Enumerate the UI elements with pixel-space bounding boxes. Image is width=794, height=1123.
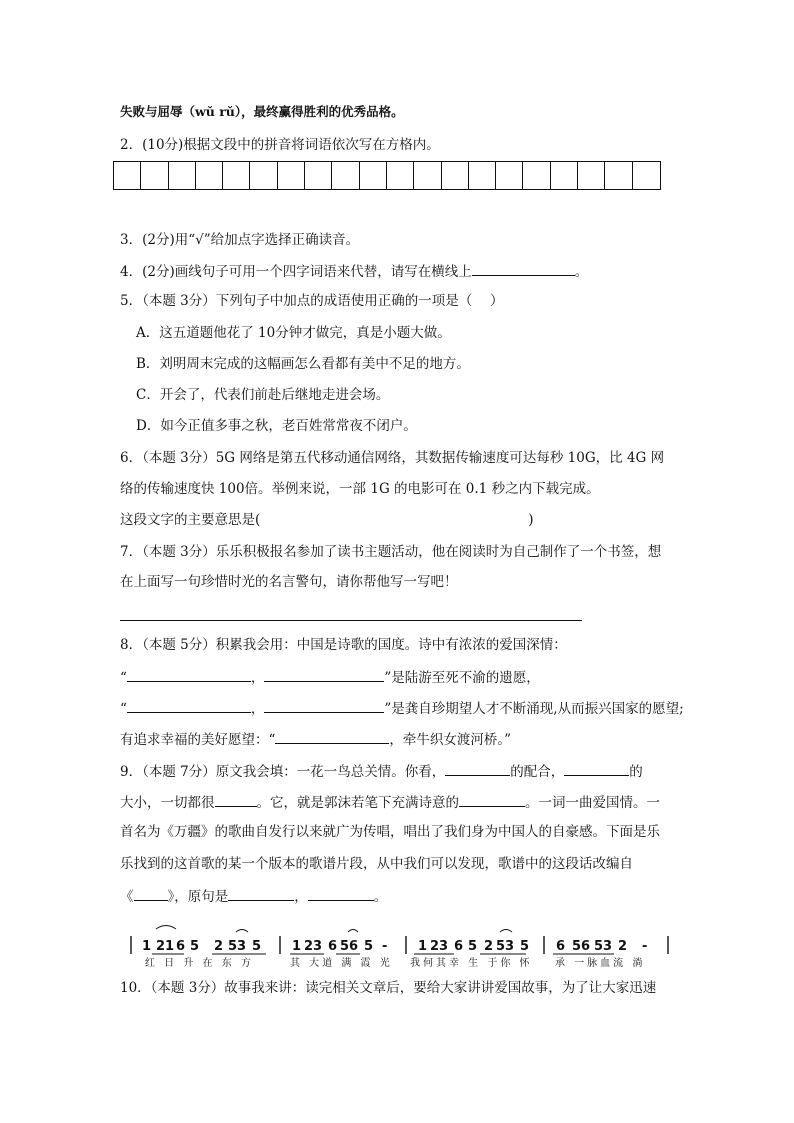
score-note: 56 <box>572 939 591 954</box>
lyric-segment: 承 一脉血流 淌 <box>555 958 646 969</box>
grid-cell[interactable] <box>278 162 305 189</box>
option-a[interactable]: A．这五道题他花了 10分钟才做完，真是小题大做。 <box>136 325 451 341</box>
comma: ， <box>294 889 308 905</box>
score-note: 56 <box>340 939 359 954</box>
score-note: 1 <box>292 939 302 954</box>
question-9-text: 。它，就是郭沫若笔下充满诗意的 <box>256 795 459 811</box>
answer-blank[interactable] <box>228 886 294 901</box>
grid-cell[interactable] <box>578 162 605 189</box>
score-note: 21 <box>156 939 175 954</box>
question-6-line1: 6．（本题 3分）5G 网络是第五代移动通信网络，其数据传输速度可达每秒 10G，比 4G 网 <box>120 450 665 466</box>
grid-cell[interactable] <box>551 162 578 189</box>
score-note: 6 <box>328 939 338 954</box>
answer-blank[interactable] <box>127 667 251 682</box>
grid-cell[interactable] <box>332 162 359 189</box>
grid-cell[interactable] <box>196 162 223 189</box>
comma: ， <box>250 670 265 686</box>
grid-cell[interactable] <box>114 162 141 189</box>
question-7-line2: 在上面写一句珍惜时光的名言警句，请你帮他写一写吧！ <box>120 574 458 590</box>
question-8-text: ，牵牛织女渡河桥。” <box>389 732 512 748</box>
question-4-text: 4．(2分)画线句子可用一个四字词语来代替，请写在横线上 <box>120 264 472 280</box>
option-c[interactable]: C．开会了，代表们前赴后继地走进会场。 <box>136 387 390 403</box>
grid-cell[interactable] <box>633 162 660 189</box>
grid-cell[interactable] <box>141 162 168 189</box>
grid-cell[interactable] <box>414 162 441 189</box>
answer-blank[interactable] <box>264 667 384 682</box>
question-8-line4 <box>120 729 511 749</box>
question-2: 2．(10分)根据文段中的拼音将词语依次写在方格内。 <box>120 137 440 153</box>
question-6-line2: 络的传输速度快 100倍。举例来说，一部 1G 的电影可在 0.1 秒之内下载完成。 <box>120 481 600 497</box>
grid-cell[interactable] <box>305 162 332 189</box>
grid-cell[interactable] <box>360 162 387 189</box>
option-d[interactable]: D．如今正值多事之秋，老百姓常常夜不闭户。 <box>136 418 417 434</box>
score-note: 53 <box>228 939 247 954</box>
score-note: 5 <box>520 939 530 954</box>
quote-open: “ <box>120 670 127 686</box>
score-note: 6 <box>176 939 186 954</box>
question-6-prompt: 这段文字的主要意思是( <box>120 512 261 528</box>
question-8-line1: 8．（本题 5分）积累我会用：中国是诗歌的国度。诗中有浓浓的爱国深情： <box>120 637 567 653</box>
question-9-text: 。一词一曲爱国情。一 <box>525 795 660 811</box>
score-note: 5 <box>190 939 200 954</box>
score-note: 1 <box>418 939 428 954</box>
answer-blank[interactable] <box>134 886 168 901</box>
question-9-text: 的 <box>629 764 643 780</box>
comma: ， <box>250 701 265 717</box>
question-8-text: ”是陆游至死不渝的遗愿， <box>384 670 540 686</box>
question-6-line3 <box>120 511 534 529</box>
question-9-line2 <box>120 792 660 812</box>
score-note: - <box>642 939 648 954</box>
book-mark-open: 《 <box>120 889 134 905</box>
grid-cell[interactable] <box>169 162 196 189</box>
answer-blank[interactable] <box>308 886 374 901</box>
question-9-text: 大小，一切都很 <box>120 795 215 811</box>
lyric-segment: 我何其幸 生 于你 怀 <box>410 958 533 969</box>
answer-blank[interactable] <box>275 729 389 744</box>
question-9-line5 <box>120 886 387 906</box>
question-7-line1: 7．（本题 3分）乐乐积极报名参加了读书主题活动，他在阅读时为自己制作了一个书签，想 <box>120 544 662 560</box>
lyric-segment: 红 日 升 在 东 方 <box>145 958 254 969</box>
period: 。 <box>373 889 388 905</box>
question-9-line3: 首名为《万疆》的歌曲自发行以来就广为传唱，唱出了我们身为中国人的自豪感。下面是乐 <box>120 824 660 840</box>
answer-blank[interactable] <box>472 261 575 276</box>
question-5: 5．（本题 3分）下列句子中加点的成语使用正确的一项是（ ） <box>120 293 504 309</box>
answer-blank[interactable] <box>445 761 510 776</box>
score-note: 23 <box>304 939 323 954</box>
question-9-line1 <box>120 761 643 781</box>
question-4 <box>120 261 588 281</box>
score-note: 2 <box>214 939 224 954</box>
lyric-segment: 其 大道 满 霞 光 <box>290 958 393 969</box>
score-note: 5 <box>252 939 262 954</box>
score-note: 5 <box>468 939 478 954</box>
question-4-end: 。 <box>574 264 589 280</box>
grid-cell[interactable] <box>442 162 469 189</box>
answer-blank[interactable] <box>564 761 629 776</box>
answer-blank[interactable] <box>264 698 384 713</box>
answer-blank[interactable] <box>215 792 257 807</box>
score-note: 6 <box>556 939 566 954</box>
grid-cell[interactable] <box>250 162 277 189</box>
grid-cell[interactable] <box>523 162 550 189</box>
question-8-line3 <box>120 698 684 718</box>
intro-line: 失败与屈辱（wǔ rǔ），最终赢得胜利的优秀品格。 <box>120 104 404 119</box>
question-3: 3．(2分)用“√”给加点字选择正确读音。 <box>120 232 360 248</box>
grid-cell[interactable] <box>496 162 523 189</box>
question-9-line4: 乐找到的这首歌的某一个版本的歌谱片段，从中我们可以发现，歌谱中的这段话改编自 <box>120 856 633 872</box>
question-8-text: 有追求幸福的美好愿望：“ <box>120 732 276 748</box>
score-note: 6 <box>454 939 464 954</box>
answer-blank[interactable] <box>127 698 251 713</box>
score-note: 2 <box>484 939 494 954</box>
question-9-text: 9．（本题 7分）原文我会填：一花一鸟总关情。你看， <box>120 764 446 780</box>
score-note: 53 <box>594 939 613 954</box>
question-6-close: ) <box>528 512 534 528</box>
grid-cell[interactable] <box>387 162 414 189</box>
question-9-text: 》，原句是 <box>167 889 229 905</box>
answer-line[interactable] <box>120 620 582 621</box>
grid-cell[interactable] <box>605 162 632 189</box>
score-note: 2 <box>618 939 628 954</box>
score-note: 1 <box>142 939 152 954</box>
grid-cell[interactable] <box>223 162 250 189</box>
score-note: 53 <box>496 939 515 954</box>
question-8-line2 <box>120 667 540 687</box>
quote-open: “ <box>120 701 127 717</box>
answer-grid[interactable] <box>113 161 661 190</box>
score-note: - <box>382 939 388 954</box>
score-note: 5 <box>364 939 374 954</box>
question-10: 10．（本题 3分）故事我来讲：读完相关文章后，要给大家讲讲爱国故事，为了让大家迅速 <box>120 980 657 996</box>
score-note: 23 <box>430 939 449 954</box>
question-9-text: 的配合， <box>510 764 565 780</box>
grid-cell[interactable] <box>469 162 496 189</box>
answer-blank[interactable] <box>459 792 525 807</box>
option-b[interactable]: B．刘明周末完成的这幅画怎么看都有美中不足的地方。 <box>136 356 470 372</box>
question-8-text: ”是龚自珍期望人才不断涌现,从而振兴国家的愿望; <box>384 701 684 717</box>
